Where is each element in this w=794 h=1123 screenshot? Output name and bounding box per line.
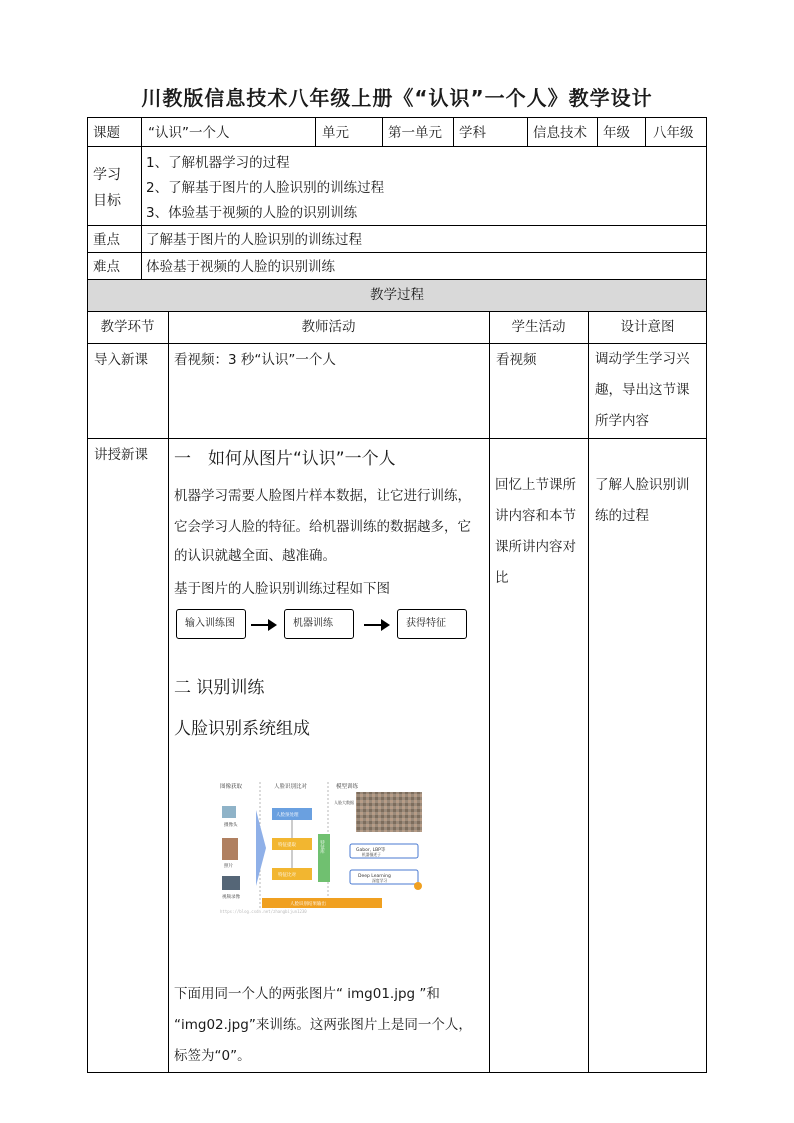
grade-label: 年级 — [603, 125, 630, 141]
fig-step1: 人脸预处理 — [276, 813, 299, 818]
lecture-para-line: 机器学习需要人脸图片样本数据，让它进行训练， — [174, 488, 471, 504]
fig-col1-label: 图像获取 — [220, 784, 243, 790]
flow-arrow-icon — [364, 624, 388, 626]
objectives-label-1: 学习 — [93, 167, 121, 183]
divider — [141, 117, 142, 147]
fig-step3: 特征比对 — [278, 873, 296, 878]
fig-watermark: https://blog.csdn.net/zhangbijun1230 — [220, 909, 307, 914]
objective-item: 3、体验基于视频的人脸的识别训练 — [146, 205, 358, 221]
difficulty-label: 难点 — [93, 259, 120, 275]
difficulty-value: 体验基于视频的人脸的识别训练 — [146, 259, 335, 275]
lecture-para-line: 它会学习人脸的特征。给机器训练的数据越多，它 — [174, 519, 471, 535]
lecture-para-line: 基于图片的人脸识别训练过程如下图 — [174, 581, 390, 597]
flow-step-input: 输入训练图 — [176, 609, 246, 639]
course-value: “认识”一个人 — [148, 125, 230, 141]
unit-value: 第一单元 — [388, 125, 442, 141]
objective-item: 2、了解基于图片的人脸识别的训练过程 — [146, 180, 385, 196]
lecture-student-line: 讲内容和本节 — [495, 508, 576, 524]
lecture-heading-2: 二 识别训练 — [174, 678, 265, 698]
divider — [315, 117, 316, 147]
lecture-bottom-line: 下面用同一个人的两张图片“ img01.jpg ”和 — [174, 986, 440, 1002]
document-title: 川教版信息技术八年级上册《“认识”一个人》教学设计 — [141, 86, 653, 110]
col-intent-header: 设计意图 — [620, 319, 675, 335]
video-icon — [222, 876, 240, 890]
divider — [527, 117, 528, 147]
fig-src2: 照片 — [224, 864, 233, 869]
photo-icon — [222, 838, 238, 860]
fig-col2-label: 人脸识别比对 — [274, 784, 308, 790]
lecture-para-line: 的认识就越全面、越准确。 — [174, 548, 336, 564]
fig-model1b: 机器描述子 — [362, 852, 381, 857]
face-recognition-figure — [216, 770, 428, 916]
intro-stage: 导入新课 — [94, 352, 148, 368]
fig-model2: Deep Learning — [358, 874, 391, 879]
fig-output: 人脸识别结果输出 — [290, 902, 326, 907]
lecture-heading-1: 一 如何从图片“认识”一个人 — [174, 449, 396, 469]
col-stage-header: 教学环节 — [100, 319, 155, 335]
fig-bigdata: 人脸大数据 — [334, 800, 354, 805]
lecture-bottom-line: “img02.jpg”来训练。这两张图片上是同一个人， — [174, 1017, 472, 1033]
fig-src3: 视频录像 — [222, 895, 240, 900]
fig-src1: 摄像头 — [224, 823, 238, 828]
lecture-student-line: 回忆上节课所 — [495, 477, 576, 493]
lecture-bottom-line: 标签为“0”。 — [174, 1048, 251, 1064]
unit-label: 单元 — [322, 125, 349, 141]
flow-step-train: 机器训练 — [284, 609, 354, 639]
lecture-stage: 讲授新课 — [94, 447, 148, 463]
fig-model1: Gabor, LBP等 — [356, 848, 386, 853]
subject-value: 信息技术 — [533, 125, 587, 141]
key-point-label: 重点 — [93, 232, 120, 248]
flow-arrow-icon — [251, 624, 275, 626]
fig-db: 特征库 — [319, 840, 325, 854]
objectives-label-2: 目标 — [93, 193, 121, 209]
fig-model2b: 深度学习 — [372, 878, 388, 883]
lecture-student-line: 课所讲内容对 — [495, 539, 576, 555]
subject-label: 学科 — [459, 125, 486, 141]
intro-student: 看视频 — [496, 352, 537, 368]
intro-teacher: 看视频：3 秒“认识”一个人 — [174, 352, 336, 368]
lecture-intent-line: 了解人脸识别训 — [595, 477, 690, 493]
camera-icon — [222, 806, 236, 818]
intro-intent-line: 调动学生学习兴 — [595, 351, 690, 367]
lecture-intent-line: 练的过程 — [595, 508, 649, 524]
key-point-value: 了解基于图片的人脸识别的训练过程 — [146, 232, 362, 248]
lecture-student-line: 比 — [495, 570, 509, 586]
divider — [382, 117, 383, 147]
col-student-header: 学生活动 — [511, 319, 566, 335]
fig-col3-label: 模型训练 — [336, 784, 359, 790]
divider — [597, 117, 598, 147]
fig-step2: 特征提取 — [278, 843, 296, 848]
course-label: 课题 — [93, 125, 120, 141]
process-header: 教学过程 — [370, 287, 424, 303]
col-teacher-header: 教师活动 — [301, 319, 356, 335]
objective-item: 1、了解机器学习的过程 — [146, 155, 290, 171]
divider — [453, 117, 454, 147]
flow-step-feature: 获得特征 — [397, 609, 467, 639]
divider — [645, 117, 646, 147]
intro-intent-line: 趣，导出这节课 — [595, 382, 690, 398]
intro-intent-line: 所学内容 — [595, 413, 649, 429]
grade-value: 八年级 — [653, 125, 694, 141]
lecture-heading-3: 人脸识别系统组成 — [174, 719, 310, 739]
